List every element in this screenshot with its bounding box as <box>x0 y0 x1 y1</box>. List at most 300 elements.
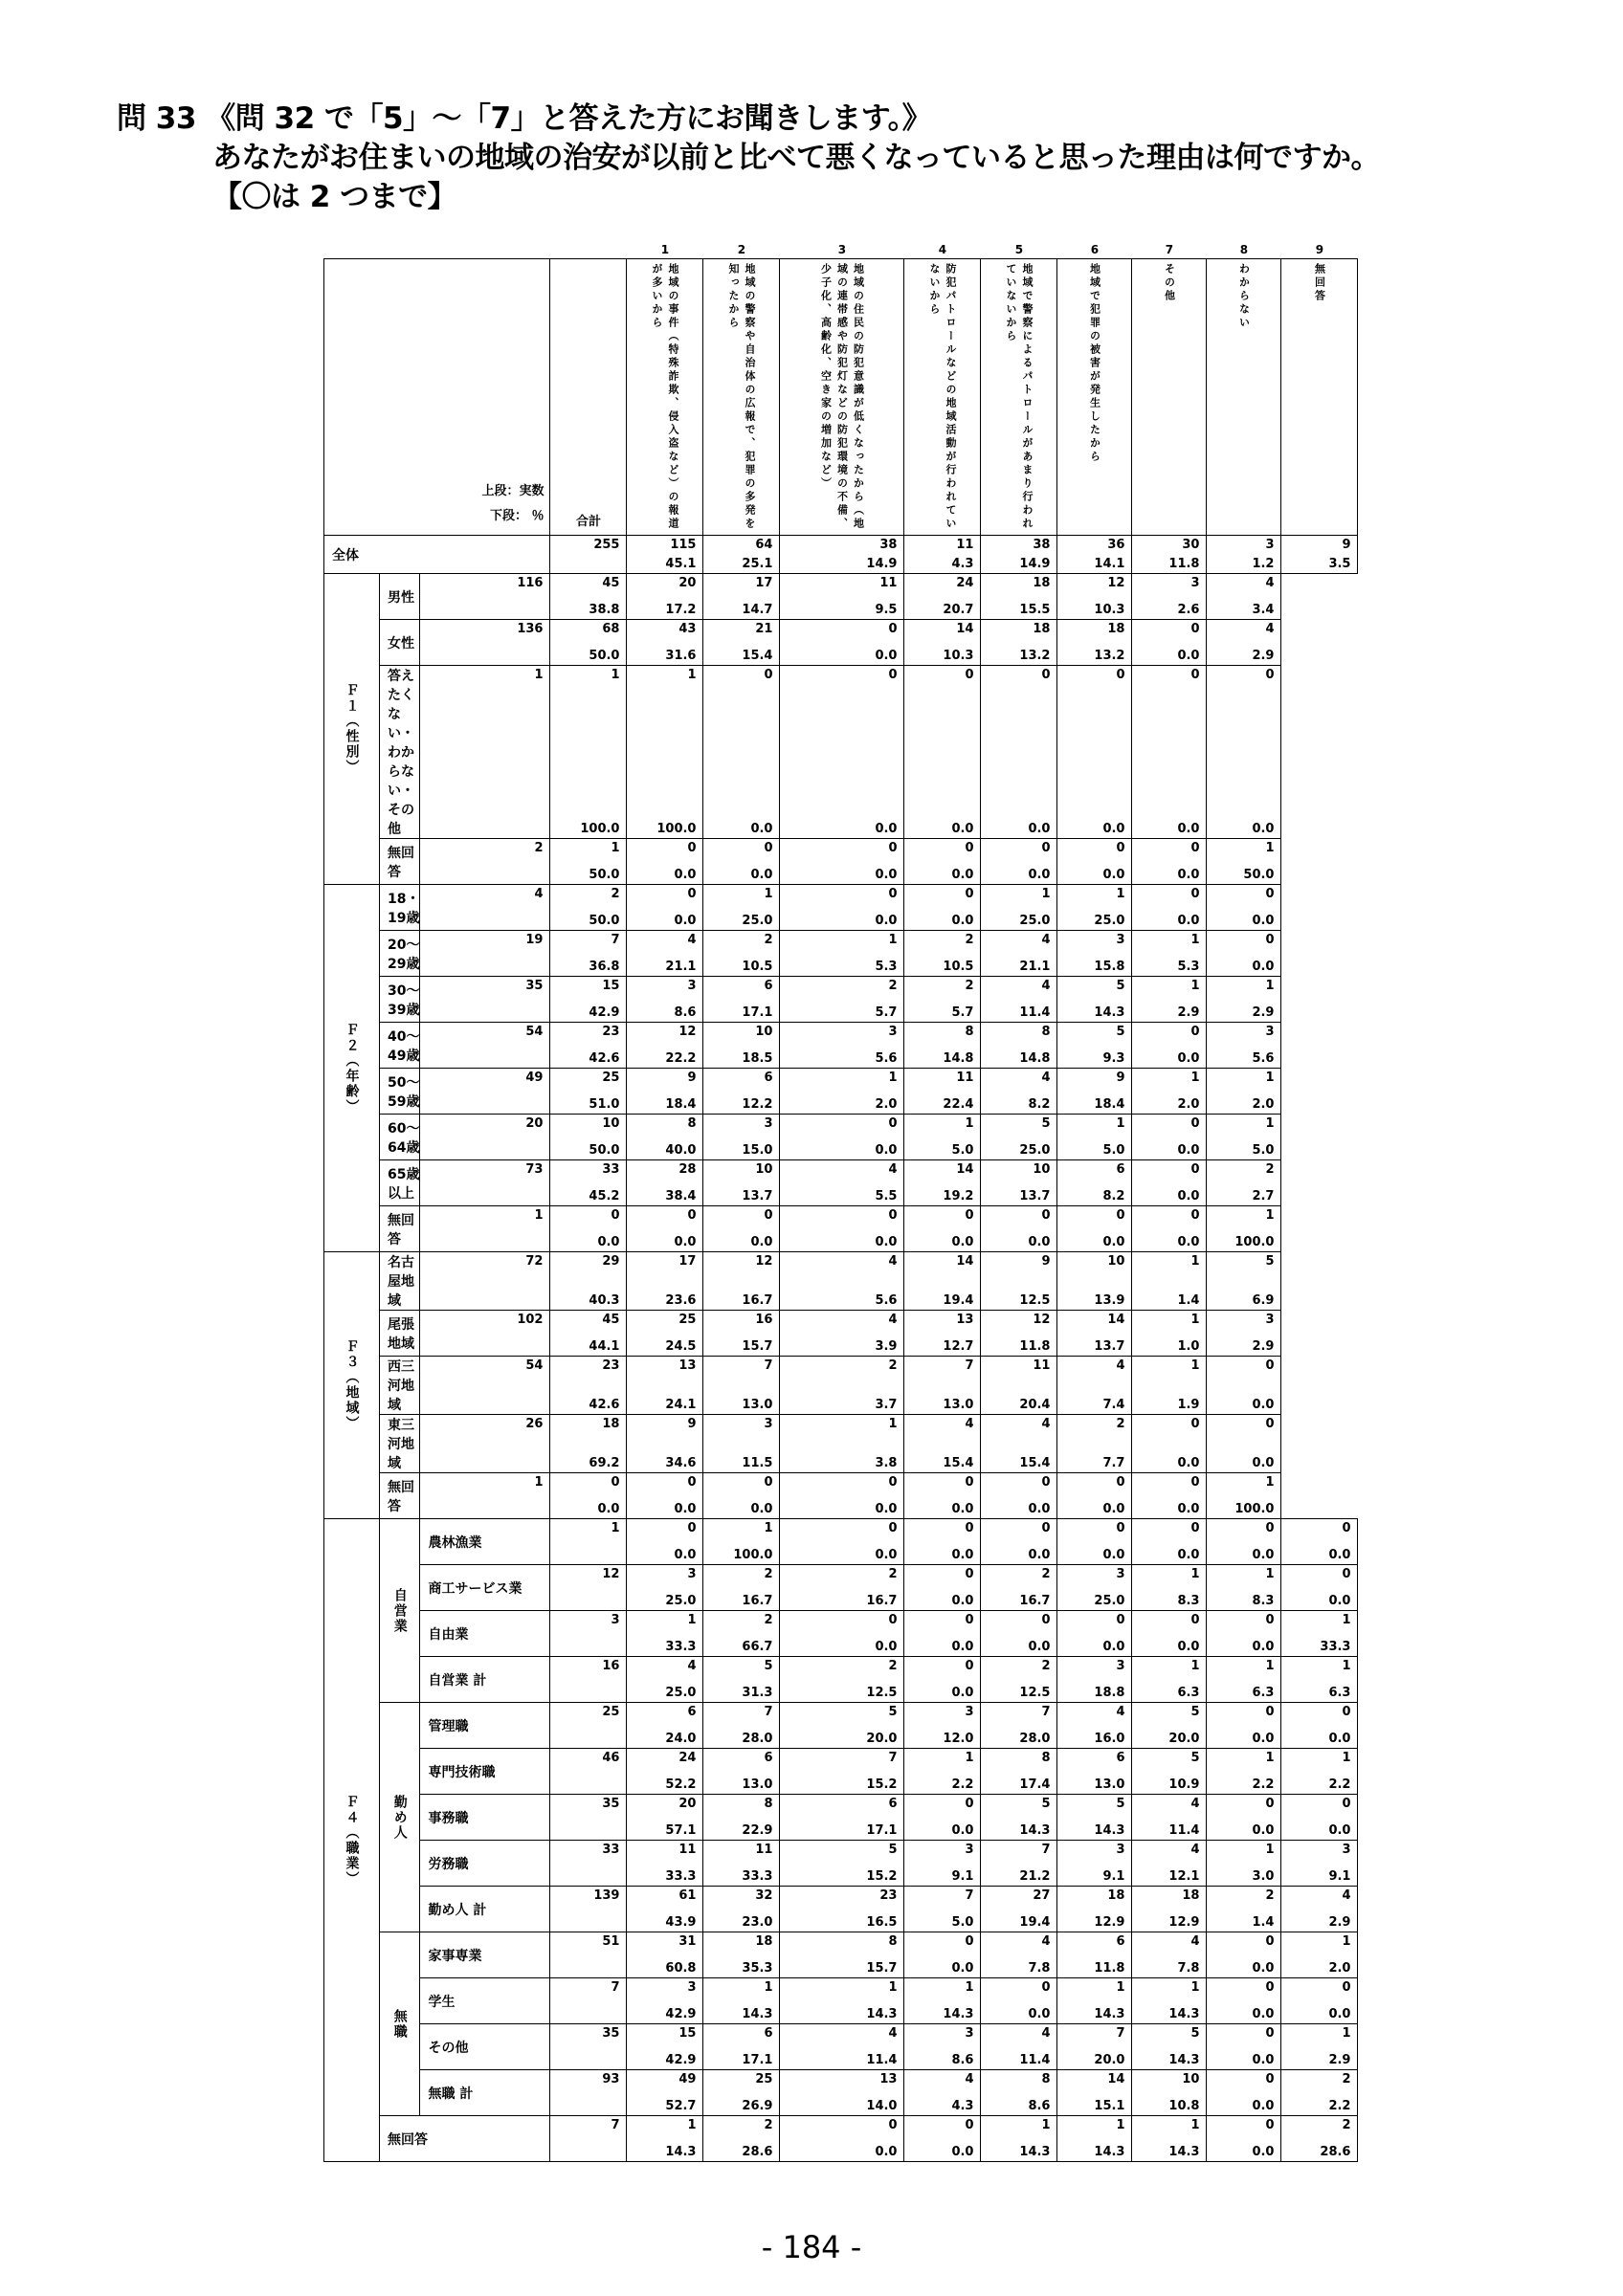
count-cell: 2 <box>1281 2116 1358 2139</box>
count-cell: 3 <box>1281 1841 1358 1864</box>
percent-cell: 38.4 <box>627 1183 703 1206</box>
count-cell: 28 <box>627 1160 703 1183</box>
percent-cell: 42.9 <box>627 2047 703 2070</box>
count-cell: 25 <box>550 1069 627 1092</box>
percent-cell: 11.5 <box>703 1444 780 1473</box>
percent-cell: 66.7 <box>703 1634 780 1657</box>
percent-cell: 10.3 <box>904 643 981 666</box>
percent-cell: 9.1 <box>1281 1864 1358 1887</box>
percent-cell: 13.7 <box>703 1183 780 1206</box>
row-label: 女性 <box>380 620 420 666</box>
count-cell: 10 <box>550 1115 627 1137</box>
percent-cell: 0.0 <box>780 908 904 931</box>
percent-cell: 14.3 <box>1057 2139 1132 2162</box>
percent-cell: 11.4 <box>981 1000 1057 1023</box>
count-cell: 1 <box>1281 2024 1358 2047</box>
count-cell: 3 <box>627 1978 703 2001</box>
percent-cell: 16.5 <box>780 1910 904 1932</box>
table-row <box>324 1887 1358 1910</box>
total-count: 1 <box>550 1519 627 1542</box>
count-cell: 17 <box>627 1252 703 1282</box>
count-cell: 6 <box>703 977 780 1000</box>
count-cell: 4 <box>981 1932 1057 1955</box>
count-cell: 0 <box>904 1473 981 1496</box>
row-label: 労務職 <box>420 1841 550 1887</box>
percent-cell: 0.0 <box>904 1680 981 1703</box>
percent-cell: 9.5 <box>780 597 904 620</box>
count-cell: 3 <box>1057 1565 1132 1588</box>
count-cell: 1 <box>1132 2116 1207 2139</box>
percent-cell: 2.2 <box>1281 1772 1358 1795</box>
column-header-label: 地域の事件（特殊詐欺、侵入盗など）の報道が多いから <box>650 263 679 531</box>
row-label: 無回答 <box>380 1473 420 1519</box>
row-label: 事務職 <box>420 1795 550 1841</box>
column-header-label: 地域で警察によるパトロールがあまり行われていないから <box>1004 263 1034 531</box>
table-row <box>324 1657 1358 1680</box>
count-cell: 24 <box>627 1749 703 1772</box>
count-cell: 18 <box>981 574 1057 597</box>
count-cell: 27 <box>981 1887 1057 1910</box>
count-cell: 4 <box>981 2024 1057 2047</box>
count-cell: 1 <box>1132 1069 1207 1092</box>
count-cell: 10 <box>1132 2070 1207 2093</box>
table-row-percent <box>324 1092 1358 1115</box>
count-cell: 23 <box>550 1357 627 1386</box>
percent-cell: 0.0 <box>550 1229 627 1252</box>
percent-cell: 0.0 <box>981 2001 1057 2024</box>
percent-cell: 0.0 <box>627 1542 703 1565</box>
percent-cell: 2.0 <box>1281 1955 1358 1978</box>
percent-cell: 24.5 <box>627 1334 703 1357</box>
percent-cell: 0.0 <box>1057 1496 1132 1519</box>
total-count: 7 <box>550 1978 627 2001</box>
count-cell: 9 <box>1281 536 1358 555</box>
percent-cell: 14.3 <box>1132 2139 1207 2162</box>
percent-cell: 18.8 <box>1057 1680 1132 1703</box>
percent-cell: 0.0 <box>1281 1588 1358 1611</box>
count-cell: 0 <box>904 1795 981 1818</box>
column-number: 9 <box>1315 243 1324 256</box>
row-label: 40～49歳 <box>380 1023 420 1069</box>
percent-cell: 2.2 <box>1207 1772 1281 1795</box>
count-cell: 1 <box>1132 1565 1207 1588</box>
table-row <box>324 666 1358 753</box>
count-cell: 4 <box>981 977 1057 1000</box>
count-cell: 1 <box>627 2116 703 2139</box>
percent-cell: 28.0 <box>703 1726 780 1749</box>
column-number: 5 <box>1014 243 1024 256</box>
count-cell: 0 <box>981 839 1057 862</box>
percent-cell: 0.0 <box>904 1588 981 1611</box>
percent-cell: 10.5 <box>703 954 780 977</box>
count-cell: 36 <box>1057 536 1132 555</box>
row-label: 自営業 計 <box>420 1657 550 1703</box>
count-cell: 0 <box>904 1611 981 1634</box>
percent-cell: 6.9 <box>1207 1281 1281 1311</box>
percent-cell: 38.8 <box>550 597 627 620</box>
table-row <box>324 1023 1358 1046</box>
percent-cell: 14.3 <box>627 2139 703 2162</box>
percent-cell: 3.9 <box>780 1334 904 1357</box>
row-label: 学生 <box>420 1978 550 2024</box>
count-cell: 6 <box>780 1795 904 1818</box>
table-row <box>324 1069 1358 1092</box>
percent-cell: 33.3 <box>1281 1634 1358 1657</box>
row-label: 勤め人 計 <box>420 1887 550 1932</box>
count-cell: 0 <box>703 1206 780 1229</box>
percent-cell: 25.0 <box>1057 908 1132 931</box>
percent-cell: 15.4 <box>703 643 780 666</box>
percent-cell: 0.0 <box>1207 1818 1281 1841</box>
percent-cell: 13.0 <box>703 1385 780 1415</box>
count-cell: 7 <box>703 1703 780 1726</box>
count-cell: 4 <box>627 1657 703 1680</box>
total-count: 20 <box>420 1115 550 1137</box>
table-row-percent <box>324 597 1358 620</box>
percent-cell: 0.0 <box>1207 1444 1281 1473</box>
count-cell: 6 <box>1057 1932 1132 1955</box>
percent-cell: 15.7 <box>780 1955 904 1978</box>
table-row <box>324 1473 1358 1496</box>
column-header-label: 地域の住民の防犯意識が低くなったから（地域の連帯感や防犯灯などの防犯環境の不備、少子化、高齢化、空き家の増加など） <box>819 263 865 531</box>
table-row-percent <box>324 1137 1358 1160</box>
percent-cell: 23.6 <box>627 1281 703 1311</box>
total-count: 139 <box>550 1887 627 1910</box>
percent-cell: 0.0 <box>1207 1634 1281 1657</box>
count-cell: 0 <box>627 1206 703 1229</box>
total-count: 54 <box>420 1023 550 1046</box>
count-cell: 64 <box>703 536 780 555</box>
total-count: 2 <box>420 839 550 862</box>
count-cell: 23 <box>550 1023 627 1046</box>
percent-cell: 11.8 <box>981 1334 1057 1357</box>
row-label: 30～39歳 <box>380 977 420 1023</box>
count-cell: 4 <box>904 1415 981 1445</box>
table-row-percent <box>324 643 1358 666</box>
count-cell: 4 <box>780 2024 904 2047</box>
percent-cell: 15.7 <box>703 1334 780 1357</box>
total-count: 54 <box>420 1357 550 1386</box>
percent-cell: 100.0 <box>550 752 627 839</box>
count-cell: 5 <box>1057 1023 1132 1046</box>
percent-cell: 3.4 <box>1207 597 1281 620</box>
count-cell: 1 <box>703 885 780 908</box>
percent-cell: 0.0 <box>1057 862 1132 885</box>
count-cell: 2 <box>550 885 627 908</box>
count-cell: 5 <box>1132 2024 1207 2047</box>
row-label: 60～64歳 <box>380 1115 420 1160</box>
percent-cell: 5.5 <box>780 1183 904 1206</box>
count-cell: 0 <box>627 1519 703 1542</box>
count-cell: 38 <box>981 536 1057 555</box>
percent-cell: 18.4 <box>1057 1092 1132 1115</box>
count-cell: 5 <box>703 1657 780 1680</box>
count-cell: 18 <box>1132 1887 1207 1910</box>
question-text: あなたがお住まいの地域の治安が以前と比べて悪くなっていると思った理由は何ですか。 <box>212 141 1380 175</box>
count-cell: 2 <box>981 1657 1057 1680</box>
count-cell: 0 <box>1281 1978 1358 2001</box>
percent-cell: 14.3 <box>904 2001 981 2024</box>
percent-cell: 4.3 <box>904 555 981 574</box>
count-cell: 1 <box>780 1069 904 1092</box>
percent-cell: 0.0 <box>904 1818 981 1841</box>
count-cell: 0 <box>1207 2024 1281 2047</box>
count-cell: 45 <box>550 1311 627 1334</box>
count-cell: 25 <box>703 2070 780 2093</box>
count-cell: 1 <box>1207 1565 1281 1588</box>
count-cell: 3 <box>1132 574 1207 597</box>
count-cell: 0 <box>981 1978 1057 2001</box>
table-row <box>324 574 1358 597</box>
percent-cell: 0.0 <box>1057 1229 1132 1252</box>
count-cell: 7 <box>904 1357 981 1386</box>
percent-cell: 8.6 <box>904 2047 981 2070</box>
table-row <box>324 931 1358 954</box>
percent-cell: 17.2 <box>627 597 703 620</box>
percent-cell: 13.9 <box>1057 1281 1132 1311</box>
table-row <box>324 1611 1358 1634</box>
percent-cell: 7.8 <box>981 1955 1057 1978</box>
table-row-percent <box>324 1229 1358 1252</box>
percent-cell: 24.0 <box>627 1726 703 1749</box>
percent-cell: 17.1 <box>703 1000 780 1023</box>
count-cell: 2 <box>1281 2070 1358 2093</box>
percent-cell: 0.0 <box>1207 2001 1281 2024</box>
count-cell: 0 <box>981 1473 1057 1496</box>
count-cell: 7 <box>1057 2024 1132 2047</box>
count-cell: 0 <box>780 1519 904 1542</box>
count-cell: 0 <box>904 2116 981 2139</box>
percent-cell: 0.0 <box>780 752 904 839</box>
count-cell: 0 <box>1057 1519 1132 1542</box>
table-row <box>324 620 1358 643</box>
count-cell: 1 <box>1207 1841 1281 1864</box>
percent-cell: 2.0 <box>1132 1092 1207 1115</box>
percent-cell: 18.5 <box>703 1046 780 1069</box>
count-cell: 0 <box>904 1657 981 1680</box>
count-cell: 0 <box>1207 931 1281 954</box>
count-cell: 2 <box>703 931 780 954</box>
percent-cell: 3.0 <box>1207 1864 1281 1887</box>
count-cell: 4 <box>981 1069 1057 1092</box>
percent-cell: 17.1 <box>703 2047 780 2070</box>
count-cell: 5 <box>780 1841 904 1864</box>
table-row-percent <box>324 1281 1358 1311</box>
count-cell: 3 <box>627 977 703 1000</box>
percent-cell: 7.8 <box>1132 1955 1207 1978</box>
percent-cell: 0.0 <box>981 1542 1057 1565</box>
column-header <box>1281 259 1358 536</box>
count-cell: 45 <box>550 574 627 597</box>
count-cell: 0 <box>1057 1206 1132 1229</box>
count-cell: 7 <box>550 931 627 954</box>
percent-cell: 0.0 <box>1132 908 1207 931</box>
count-cell: 11 <box>981 1357 1057 1386</box>
percent-cell: 22.9 <box>703 1818 780 1841</box>
percent-cell: 1.2 <box>1207 555 1281 574</box>
total-count: 3 <box>550 1611 627 1634</box>
count-cell: 1 <box>1281 1749 1358 1772</box>
percent-cell: 0.0 <box>1281 2001 1358 2024</box>
percent-cell: 0.0 <box>1207 752 1281 839</box>
percent-cell: 14.3 <box>981 1818 1057 1841</box>
percent-cell: 16.7 <box>703 1281 780 1311</box>
percent-cell: 7.7 <box>1057 1444 1132 1473</box>
percent-cell: 5.7 <box>904 1000 981 1023</box>
percent-cell: 0.0 <box>904 1955 981 1978</box>
count-cell: 21 <box>703 620 780 643</box>
total-count: 102 <box>420 1311 550 1334</box>
column-number: 3 <box>837 243 847 256</box>
total-header: 合計 <box>575 515 601 529</box>
total-count: 26 <box>420 1415 550 1445</box>
percent-cell: 24.1 <box>627 1385 703 1415</box>
percent-cell: 0.0 <box>904 752 981 839</box>
count-cell: 15 <box>550 977 627 1000</box>
percent-cell: 14.1 <box>1057 555 1132 574</box>
percent-cell: 57.1 <box>627 1818 703 1841</box>
percent-cell: 13.7 <box>981 1183 1057 1206</box>
percent-cell: 19.2 <box>904 1183 981 1206</box>
count-cell: 8 <box>981 1023 1057 1046</box>
table-row-percent <box>324 1183 1358 1206</box>
percent-cell: 17.4 <box>981 1772 1057 1795</box>
row-label: 65歳以上 <box>380 1160 420 1206</box>
percent-cell: 100.0 <box>1207 1229 1281 1252</box>
percent-cell: 21.1 <box>981 954 1057 977</box>
count-cell: 49 <box>627 2070 703 2093</box>
count-cell: 0 <box>1132 885 1207 908</box>
column-number: 7 <box>1165 243 1174 256</box>
count-cell: 0 <box>1132 839 1207 862</box>
percent-cell: 23.0 <box>703 1910 780 1932</box>
count-cell: 1 <box>1207 1069 1281 1092</box>
column-header <box>904 259 981 536</box>
percent-cell: 9.3 <box>1057 1046 1132 1069</box>
count-cell: 0 <box>1132 620 1207 643</box>
table-row <box>324 1252 1358 1282</box>
table-row <box>324 1978 1358 2001</box>
column-number: 6 <box>1090 243 1100 256</box>
count-cell: 1 <box>1132 1357 1207 1386</box>
column-header-label: 無回答 <box>1313 263 1326 303</box>
percent-cell: 22.2 <box>627 1046 703 1069</box>
percent-cell: 42.6 <box>550 1046 627 1069</box>
percent-cell: 14.9 <box>780 555 904 574</box>
percent-cell: 12.7 <box>904 1334 981 1357</box>
count-cell: 18 <box>981 620 1057 643</box>
percent-cell: 13.0 <box>1057 1772 1132 1795</box>
table-row <box>324 977 1358 1000</box>
count-cell: 6 <box>703 1069 780 1092</box>
percent-cell: 0.0 <box>703 1496 780 1519</box>
percent-cell: 14.8 <box>904 1046 981 1069</box>
percent-cell: 15.2 <box>780 1864 904 1887</box>
percent-cell: 0.0 <box>1132 1137 1207 1160</box>
count-cell: 2 <box>780 1565 904 1588</box>
count-cell: 5 <box>1057 977 1132 1000</box>
percent-cell: 11.4 <box>981 2047 1057 2070</box>
table-row-percent <box>324 1000 1358 1023</box>
percent-cell: 50.0 <box>550 1137 627 1160</box>
table-row <box>324 2070 1358 2093</box>
count-cell: 0 <box>1207 1703 1281 1726</box>
count-cell: 11 <box>904 1069 981 1092</box>
count-cell: 0 <box>1057 1473 1132 1496</box>
percent-cell: 3.7 <box>780 1385 904 1415</box>
page-number: - 184 - <box>761 2229 862 2265</box>
percent-cell: 15.2 <box>780 1772 904 1795</box>
count-cell: 14 <box>1057 2070 1132 2093</box>
count-cell: 1 <box>1132 1657 1207 1680</box>
row-label: 自由業 <box>420 1611 550 1657</box>
count-cell: 2 <box>904 977 981 1000</box>
count-cell: 0 <box>1207 666 1281 753</box>
percent-cell: 0.0 <box>981 862 1057 885</box>
group-f4: Ｆ４（職業） <box>324 1519 380 2162</box>
percent-cell: 8.3 <box>1207 1588 1281 1611</box>
percent-cell: 0.0 <box>1207 954 1281 977</box>
percent-cell: 12.5 <box>981 1680 1057 1703</box>
column-number: 1 <box>660 243 670 256</box>
column-number-row <box>324 241 1358 259</box>
percent-cell: 0.0 <box>904 862 981 885</box>
row-label: 名古屋地域 <box>380 1252 420 1311</box>
percent-cell: 5.0 <box>904 1910 981 1932</box>
percent-cell: 14.3 <box>1132 2001 1207 2024</box>
count-cell: 5 <box>1132 1703 1207 1726</box>
count-cell: 1 <box>1132 1311 1207 1334</box>
percent-cell: 0.0 <box>904 1542 981 1565</box>
count-cell: 5 <box>1057 1795 1132 1818</box>
percent-cell: 0.0 <box>780 1634 904 1657</box>
percent-cell: 31.3 <box>703 1680 780 1703</box>
percent-cell: 2.2 <box>1281 2093 1358 2116</box>
count-cell: 0 <box>1132 1611 1207 1634</box>
percent-cell: 42.6 <box>550 1385 627 1415</box>
total-count: 93 <box>550 2070 627 2093</box>
count-cell: 0 <box>1132 1519 1207 1542</box>
row-label: 50～59歳 <box>380 1069 420 1115</box>
count-cell: 6 <box>1057 1160 1132 1183</box>
percent-cell: 10.3 <box>1057 597 1132 620</box>
total-count: 12 <box>550 1565 627 1588</box>
count-cell: 12 <box>627 1023 703 1046</box>
percent-cell: 15.0 <box>703 1137 780 1160</box>
percent-cell: 20.4 <box>981 1385 1057 1415</box>
percent-cell: 100.0 <box>1207 1496 1281 1519</box>
count-cell: 2 <box>780 977 904 1000</box>
percent-cell: 50.0 <box>1207 862 1281 885</box>
count-cell: 14 <box>1057 1311 1132 1334</box>
count-cell: 0 <box>1207 1932 1281 1955</box>
count-cell: 13 <box>904 1311 981 1334</box>
percent-cell: 13.0 <box>904 1385 981 1415</box>
percent-cell: 18.4 <box>627 1092 703 1115</box>
count-cell: 1 <box>703 1519 780 1542</box>
count-cell: 1 <box>981 2116 1057 2139</box>
column-header-label: わからない <box>1237 263 1251 330</box>
percent-cell: 16.0 <box>1057 1726 1132 1749</box>
table-row <box>324 839 1358 862</box>
count-cell: 0 <box>1281 1519 1358 1542</box>
percent-cell: 28.0 <box>981 1726 1057 1749</box>
count-cell: 0 <box>1281 1565 1358 1588</box>
total-count: 4 <box>420 885 550 908</box>
percent-cell: 0.0 <box>780 1137 904 1160</box>
count-cell: 3 <box>703 1115 780 1137</box>
total-count: 1 <box>420 1473 550 1496</box>
